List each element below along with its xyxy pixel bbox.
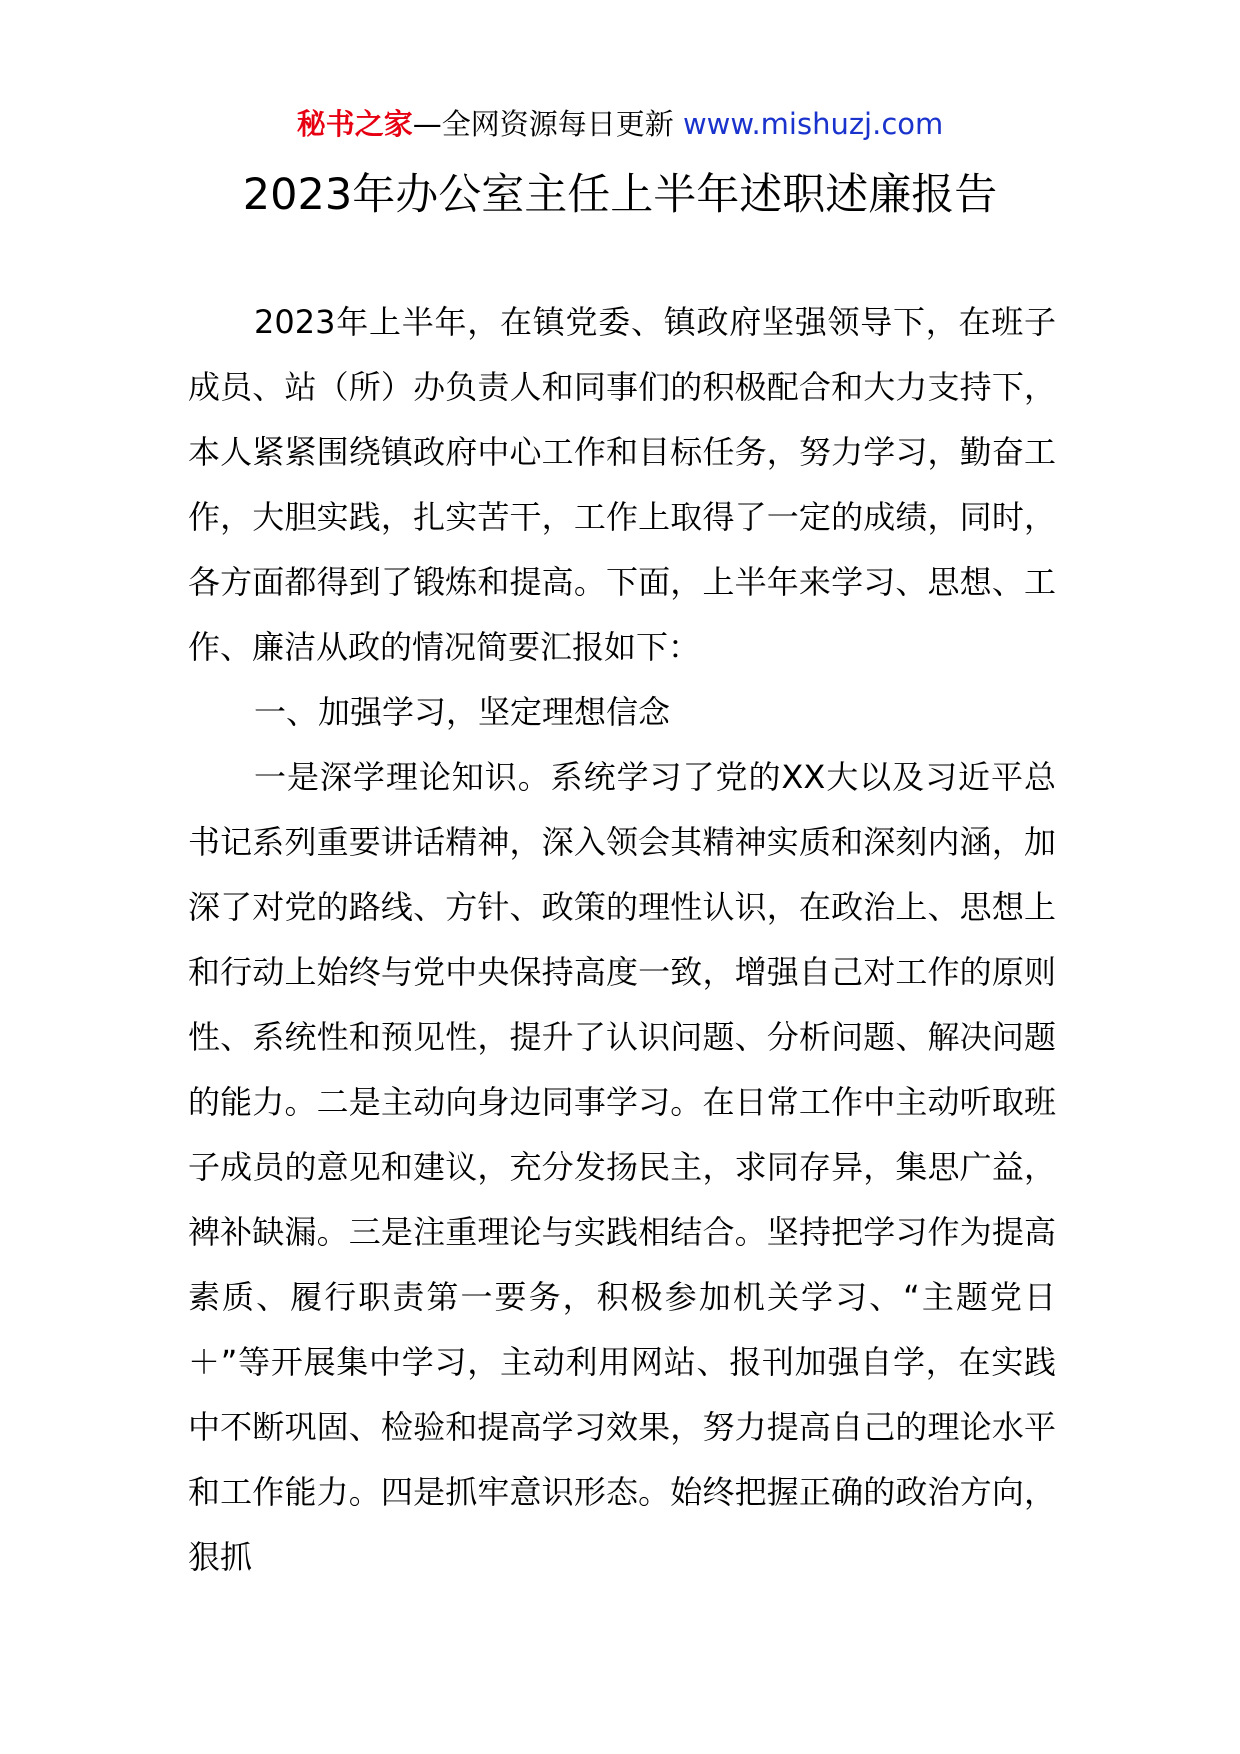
site-tagline: —全网资源每日更新 <box>412 107 674 141</box>
site-url-link[interactable]: www.mishuzj.com <box>682 107 944 141</box>
document-title: 2023年办公室主任上半年述职述廉报告 <box>242 170 998 220</box>
site-brand: 秘书之家 <box>296 107 413 141</box>
intro-paragraph: 2023年上半年，在镇党委、镇政府坚强领导下，在班子成员、站（所）办负责人和同事们的积极配合和大力支持下，本人紧紧围绕镇政府中心工作和目标任务，努力学习，勤奋工作，大胆实践，扎实苦干，工作上取得了一定的成绩，同时，各方面都得到了锻炼和提高。下面，上半年来学习、思想、工作、廉洁从政的情况简要汇报如下： <box>188 303 1056 666</box>
site-header <box>0 104 1240 144</box>
document-body <box>188 290 1056 1590</box>
body-paragraph: 一是深学理论知识。系统学习了党的XX大以及习近平总书记系列重要讲话精神，深入领会其精神实质和深刻内涵，加深了对党的路线、方针、政策的理性认识，在政治上、思想上和行动上始终与党中央保持高度一致，增强自己对工作的原则性、系统性和预见性，提升了认识问题、分析问题、解决问题的能力。二是主动向身边同事学习。在日常工作中主动听取班子成员的意见和建议，充分发扬民主，求同存异，集思广益，裨补缺漏。三是注重理论与实践相结合。坚持把学习作为提高素质、履行职责第一要务，积极参加机关学习、“主题党日＋”等开展集中学习，主动利用网站、报刊加强自学，在实践中不断巩固、检验和提高学习效果，努力提高自己的理论水平和工作能力。四是抓牢意识形态。始终把握正确的政治方向，狠抓 <box>188 758 1056 1576</box>
section-heading: 一、加强学习，坚定理想信念 <box>254 693 671 731</box>
